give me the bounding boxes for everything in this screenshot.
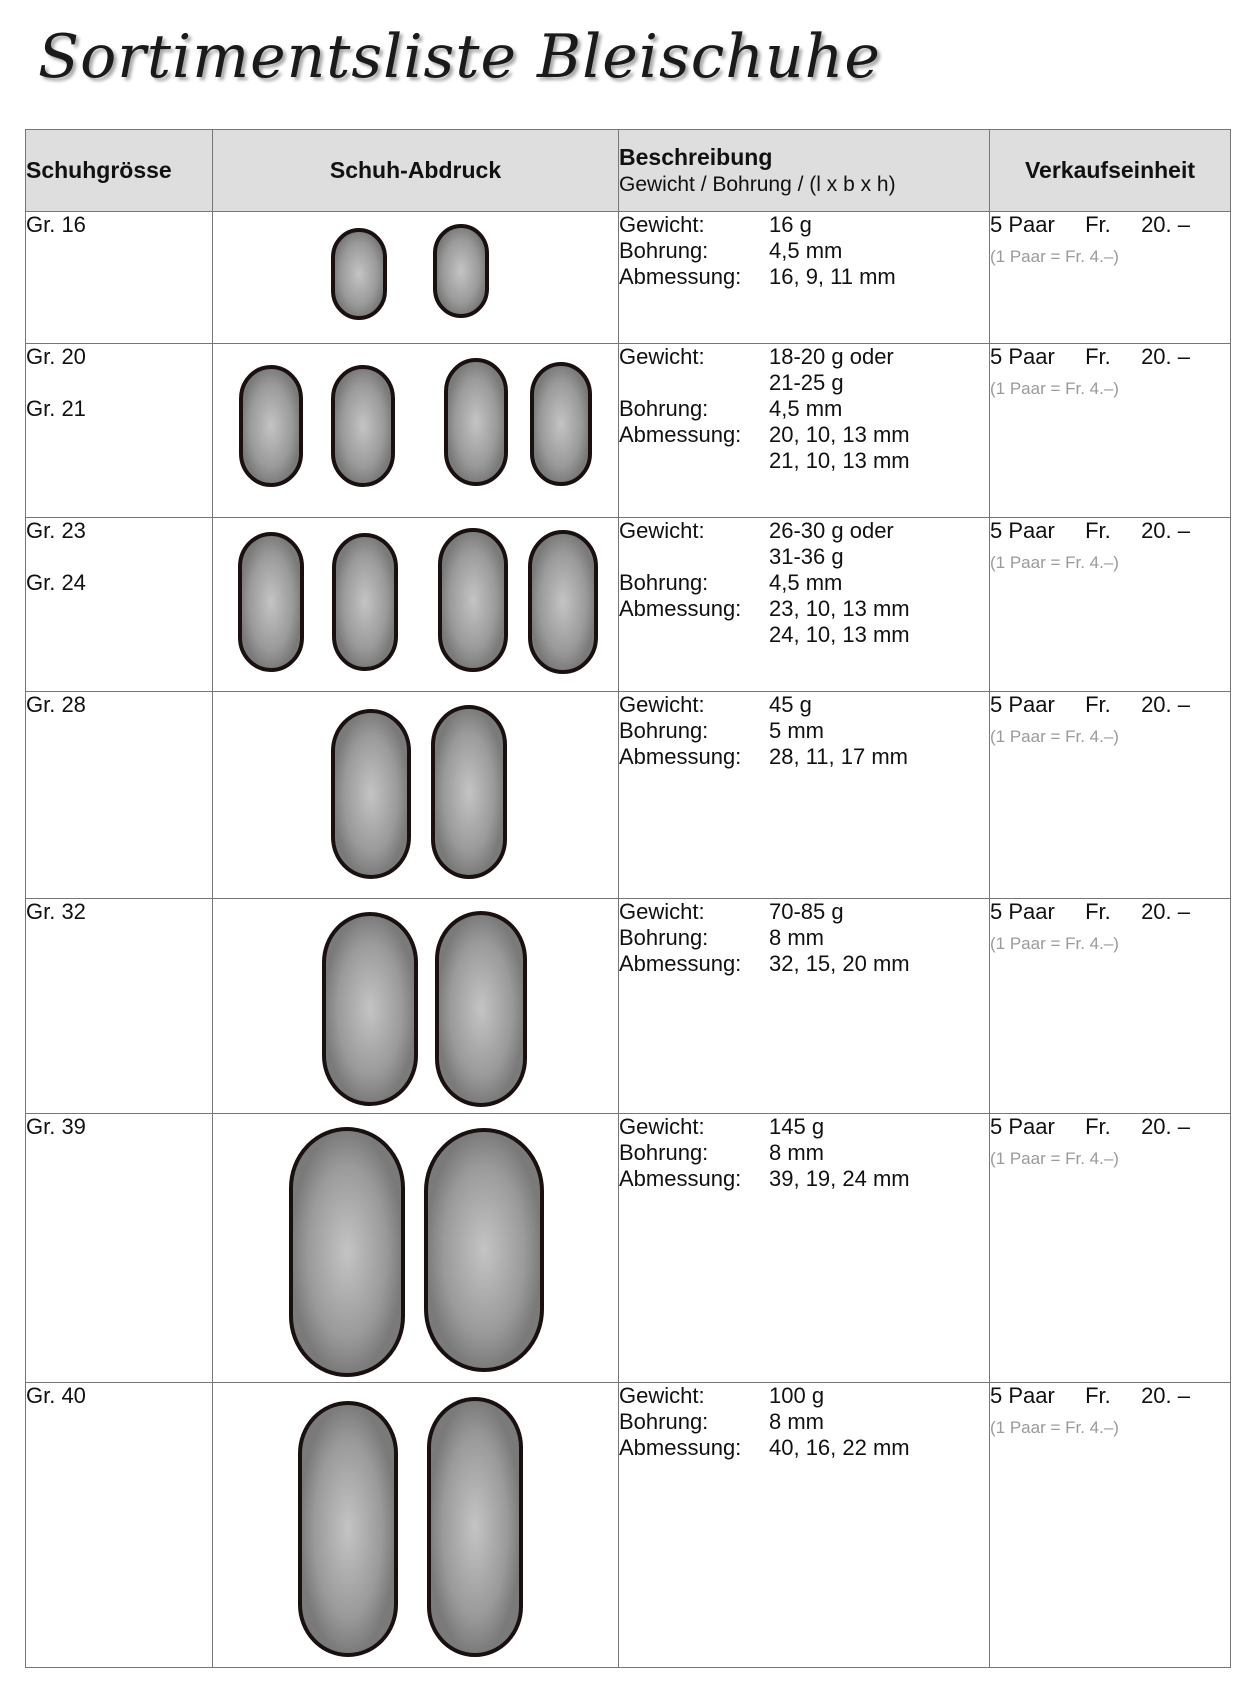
shoe-print-drawing xyxy=(213,1383,619,1668)
shoe-sole-print xyxy=(446,360,506,484)
shoe-print-drawing xyxy=(213,899,619,1114)
unit-single-price: (1 Paar = Fr. 4.–) xyxy=(990,727,1119,746)
bore-value: 4,5 mm xyxy=(769,570,843,595)
bore-value: 8 mm xyxy=(769,1409,824,1434)
size-label: Gr. 21 xyxy=(26,396,86,421)
unit-cur: Fr. xyxy=(1085,692,1111,717)
header-description-title: Beschreibung xyxy=(619,144,773,170)
description-cell xyxy=(619,1114,990,1383)
shoe-sole-print xyxy=(334,535,396,669)
weight-value: 100 g xyxy=(769,1383,825,1408)
size-label: Gr. 32 xyxy=(26,899,86,924)
table-row xyxy=(26,212,1231,344)
shoe-print-cell xyxy=(213,1383,619,1668)
product-table xyxy=(25,129,1231,1668)
weight-label: Gewicht: xyxy=(619,212,705,237)
table-row xyxy=(26,518,1231,692)
dimension-label: Abmessung: xyxy=(619,951,742,976)
header-unit: Verkaufseinheit xyxy=(990,130,1231,212)
weight-label: Gewicht: xyxy=(619,692,705,717)
unit-cell xyxy=(990,344,1231,518)
unit-price: 20. – xyxy=(1141,1114,1190,1139)
unit-cur: Fr. xyxy=(1085,518,1111,543)
dimension-value: 39, 19, 24 mm xyxy=(769,1166,910,1191)
unit-price: 20. – xyxy=(1141,518,1190,543)
bore-line xyxy=(619,925,989,951)
unit-qty: 5 Paar xyxy=(990,899,1055,924)
size-cell xyxy=(26,518,213,692)
bore-line xyxy=(619,1140,989,1166)
dimension-value: 16, 9, 11 mm xyxy=(769,264,896,289)
table-row xyxy=(26,692,1231,899)
weight-value: 145 g xyxy=(769,1114,825,1139)
size-cell xyxy=(26,212,213,344)
dimension-label: Abmessung: xyxy=(619,264,742,289)
unit-cell xyxy=(990,899,1231,1114)
shoe-print-cell xyxy=(213,1114,619,1383)
bore-label: Bohrung: xyxy=(619,925,709,950)
unit-cell xyxy=(990,212,1231,344)
unit-price-line xyxy=(990,1383,1190,1409)
unit-cell xyxy=(990,692,1231,899)
weight-label: Gewicht: xyxy=(619,1114,705,1139)
unit-price: 20. – xyxy=(1141,212,1190,237)
description-cell xyxy=(619,1383,990,1668)
unit-price: 20. – xyxy=(1141,899,1190,924)
unit-qty: 5 Paar xyxy=(990,692,1055,717)
bore-label: Bohrung: xyxy=(619,718,709,743)
dimension-line xyxy=(619,596,989,648)
bore-line xyxy=(619,718,989,744)
shoe-print-drawing xyxy=(213,1114,619,1383)
size-cell xyxy=(26,692,213,899)
unit-cell xyxy=(990,1383,1231,1668)
bore-line xyxy=(619,238,989,264)
bore-label: Bohrung: xyxy=(619,1140,709,1165)
unit-cell xyxy=(990,518,1231,692)
weight-label: Gewicht: xyxy=(619,518,705,543)
shoe-sole-print xyxy=(440,530,506,670)
table-row xyxy=(26,1383,1231,1668)
shoe-print-cell xyxy=(213,344,619,518)
table-header-row xyxy=(26,130,1231,212)
dimension-label: Abmessung: xyxy=(619,596,742,621)
shoe-sole-print xyxy=(532,364,590,484)
unit-price: 20. – xyxy=(1141,692,1190,717)
bore-value: 4,5 mm xyxy=(769,238,843,263)
unit-price-line xyxy=(990,518,1190,544)
dimension-line xyxy=(619,951,989,977)
weight-value: 16 g xyxy=(769,212,812,237)
table-row xyxy=(26,1114,1231,1383)
unit-single-price: (1 Paar = Fr. 4.–) xyxy=(990,1149,1119,1168)
unit-qty: 5 Paar xyxy=(990,344,1055,369)
unit-cur: Fr. xyxy=(1085,212,1111,237)
bore-label: Bohrung: xyxy=(619,570,709,595)
weight-value: 18-20 g oder 21-25 g xyxy=(769,344,894,395)
unit-price: 20. – xyxy=(1141,344,1190,369)
dimension-value: 28, 11, 17 mm xyxy=(769,744,908,769)
size-label: Gr. 24 xyxy=(26,570,86,595)
bore-label: Bohrung: xyxy=(619,396,709,421)
shoe-sole-print xyxy=(433,707,505,877)
unit-price: 20. – xyxy=(1141,1383,1190,1408)
size-cell xyxy=(26,344,213,518)
dimension-label: Abmessung: xyxy=(619,1166,742,1191)
unit-cur: Fr. xyxy=(1085,1114,1111,1139)
weight-line xyxy=(619,212,989,238)
weight-line xyxy=(619,518,989,570)
unit-single-price: (1 Paar = Fr. 4.–) xyxy=(990,247,1119,266)
shoe-sole-print xyxy=(300,1403,396,1655)
unit-single-price: (1 Paar = Fr. 4.–) xyxy=(990,934,1119,953)
shoe-print-cell xyxy=(213,212,619,344)
dimension-value: 23, 10, 13 mm 24, 10, 13 mm xyxy=(769,596,910,647)
weight-label: Gewicht: xyxy=(619,1383,705,1408)
bore-value: 5 mm xyxy=(769,718,824,743)
dimension-label: Abmessung: xyxy=(619,422,742,447)
table-row xyxy=(26,899,1231,1114)
bore-line xyxy=(619,570,989,596)
header-print: Schuh-Abdruck xyxy=(213,130,619,212)
size-label: Gr. 23 xyxy=(26,518,86,543)
unit-cur: Fr. xyxy=(1085,1383,1111,1408)
bore-label: Bohrung: xyxy=(619,1409,709,1434)
description-cell xyxy=(619,692,990,899)
weight-value: 70-85 g xyxy=(769,899,844,924)
weight-line xyxy=(619,692,989,718)
shoe-sole-print xyxy=(333,230,385,318)
unit-price-line xyxy=(990,692,1190,718)
shoe-print-cell xyxy=(213,899,619,1114)
shoe-sole-print xyxy=(240,534,302,670)
weight-label: Gewicht: xyxy=(619,899,705,924)
unit-price-line xyxy=(990,344,1190,370)
weight-line xyxy=(619,899,989,925)
size-label: Gr. 20 xyxy=(26,344,86,369)
unit-qty: 5 Paar xyxy=(990,1114,1055,1139)
unit-single-price: (1 Paar = Fr. 4.–) xyxy=(990,553,1119,572)
description-cell xyxy=(619,518,990,692)
unit-qty: 5 Paar xyxy=(990,518,1055,543)
bore-label: Bohrung: xyxy=(619,238,709,263)
unit-qty: 5 Paar xyxy=(990,212,1055,237)
shoe-sole-print xyxy=(241,367,301,485)
unit-cur: Fr. xyxy=(1085,344,1111,369)
shoe-print-cell xyxy=(213,518,619,692)
description-cell xyxy=(619,899,990,1114)
unit-cell xyxy=(990,1114,1231,1383)
bore-line xyxy=(619,396,989,422)
dimension-line xyxy=(619,1166,989,1192)
dimension-line xyxy=(619,744,989,770)
header-description-sub: Gewicht / Bohrung / (l x b x h) xyxy=(619,173,896,196)
dimension-label: Abmessung: xyxy=(619,1435,742,1460)
weight-value: 26-30 g oder 31-36 g xyxy=(769,518,894,569)
dimension-value: 20, 10, 13 mm 21, 10, 13 mm xyxy=(769,422,910,473)
weight-line xyxy=(619,1114,989,1140)
dimension-label: Abmessung: xyxy=(619,744,742,769)
unit-price-line xyxy=(990,1114,1190,1140)
size-label: Gr. 39 xyxy=(26,1114,86,1139)
shoe-sole-print xyxy=(437,913,525,1105)
unit-price-line xyxy=(990,899,1190,925)
size-label: Gr. 40 xyxy=(26,1383,86,1408)
header-size: Schuhgrösse xyxy=(26,130,213,212)
shoe-print-drawing xyxy=(213,212,619,344)
shoe-print-cell xyxy=(213,692,619,899)
size-cell xyxy=(26,899,213,1114)
shoe-print-drawing xyxy=(213,692,619,899)
shoe-print-drawing xyxy=(213,518,619,692)
shoe-sole-print xyxy=(291,1129,403,1375)
bore-line xyxy=(619,1409,989,1435)
description-cell xyxy=(619,344,990,518)
bore-value: 4,5 mm xyxy=(769,396,843,421)
unit-cur: Fr. xyxy=(1085,899,1111,924)
weight-line xyxy=(619,344,989,396)
unit-price-line xyxy=(990,212,1190,238)
shoe-sole-print xyxy=(429,1399,521,1655)
unit-single-price: (1 Paar = Fr. 4.–) xyxy=(990,379,1119,398)
weight-value: 45 g xyxy=(769,692,812,717)
shoe-sole-print xyxy=(435,226,487,316)
dimension-value: 40, 16, 22 mm xyxy=(769,1435,910,1460)
weight-line xyxy=(619,1383,989,1409)
size-cell xyxy=(26,1383,213,1668)
size-label: Gr. 28 xyxy=(26,692,86,717)
unit-qty: 5 Paar xyxy=(990,1383,1055,1408)
shoe-print-drawing xyxy=(213,344,619,518)
dimension-value: 32, 15, 20 mm xyxy=(769,951,910,976)
dimension-line xyxy=(619,264,989,290)
shoe-sole-print xyxy=(333,711,409,877)
description-cell xyxy=(619,212,990,344)
page-title: Sortimentsliste Bleischuhe xyxy=(38,22,881,92)
size-label: Gr. 16 xyxy=(26,212,86,237)
table-row xyxy=(26,344,1231,518)
shoe-sole-print xyxy=(530,532,596,672)
bore-value: 8 mm xyxy=(769,925,824,950)
weight-label: Gewicht: xyxy=(619,344,705,369)
unit-single-price: (1 Paar = Fr. 4.–) xyxy=(990,1418,1119,1437)
shoe-sole-print xyxy=(426,1130,542,1370)
dimension-line xyxy=(619,422,989,474)
header-description xyxy=(619,130,990,212)
size-cell xyxy=(26,1114,213,1383)
dimension-line xyxy=(619,1435,989,1461)
shoe-sole-print xyxy=(324,914,416,1104)
shoe-sole-print xyxy=(333,367,393,485)
bore-value: 8 mm xyxy=(769,1140,824,1165)
